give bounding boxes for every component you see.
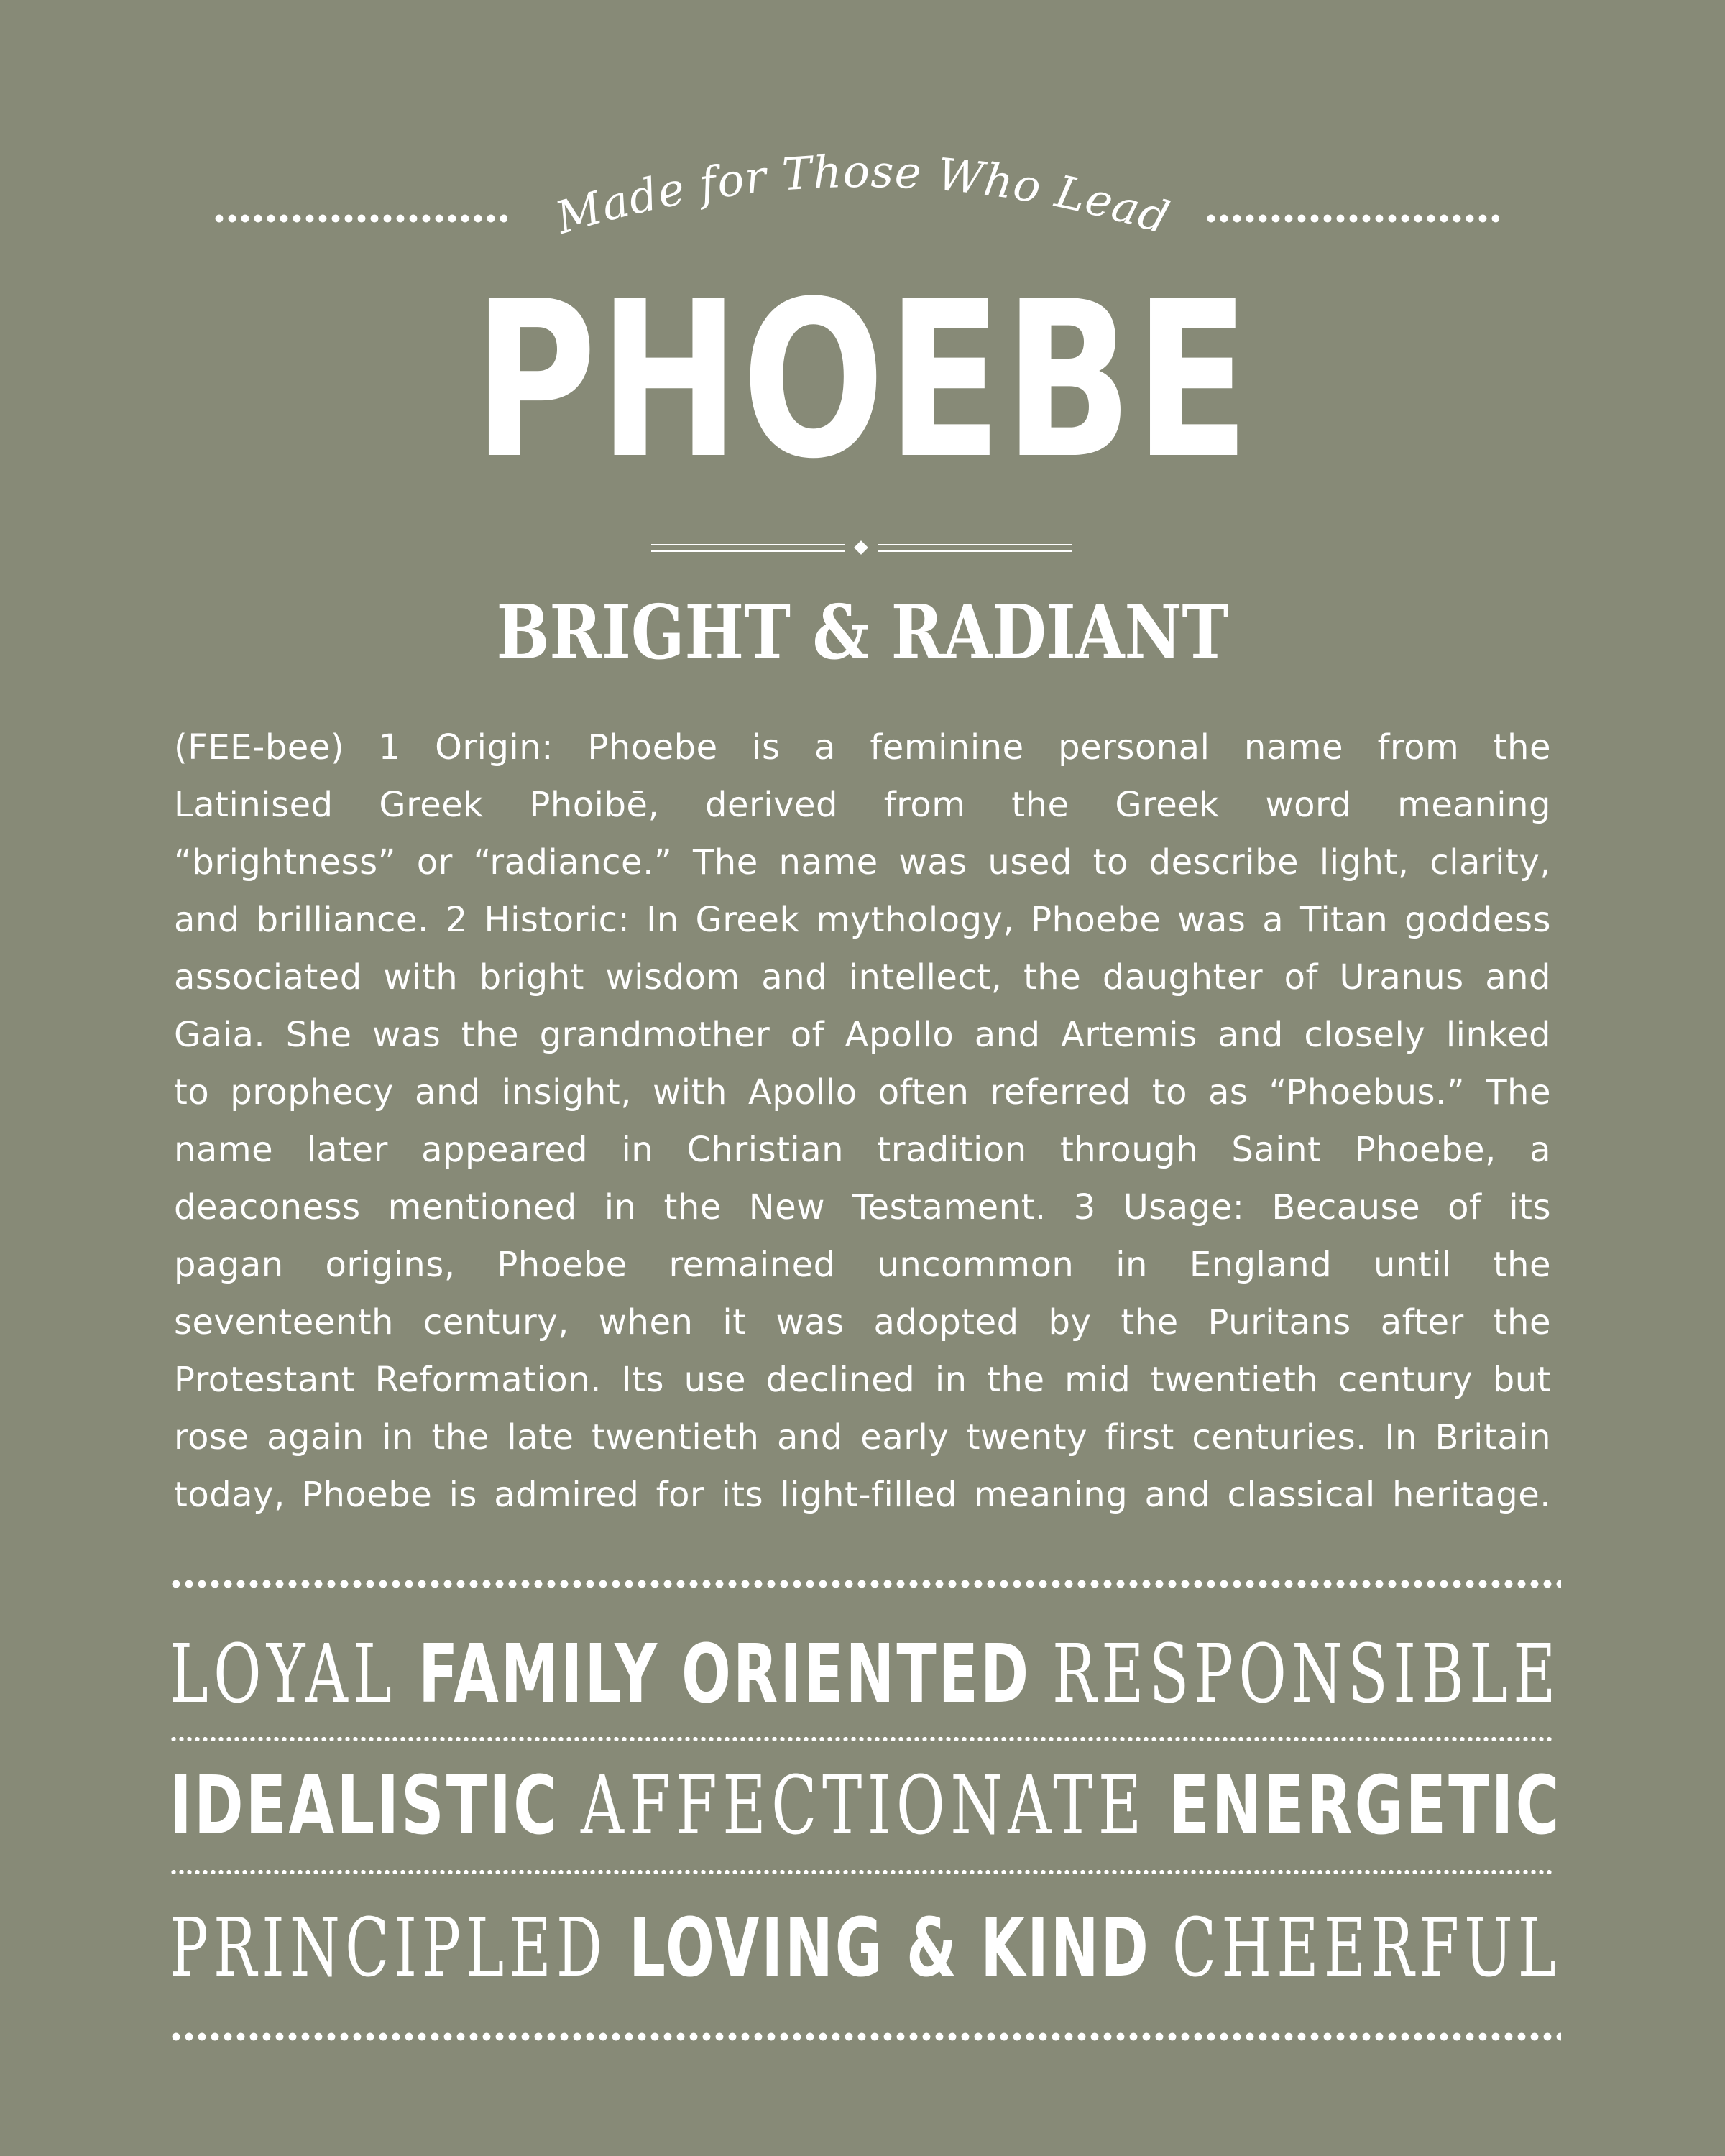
- description-paragraph: [174, 719, 1551, 1524]
- divider-right-line-1: [878, 544, 1072, 545]
- tagline: [546, 129, 1179, 244]
- traits-bottom-dotted-rule: [170, 2032, 1561, 2041]
- description-line: Gaia. She was the grandmother of Apollo and Artemis and closely linked: [174, 1015, 1551, 1055]
- trait-word: FAMILY ORIENTED: [418, 1628, 1031, 1721]
- description-line: seventeenth century, when it was adopted by the Puritans after the: [174, 1302, 1551, 1342]
- description-line: and brilliance. 2 Historic: In Greek mythology, Phoebe was a Titan goddess: [174, 900, 1551, 940]
- trait-word: PRINCIPLED: [169, 1902, 608, 1995]
- description-line: name later appeared in Christian tradition through Saint Phoebe, a: [174, 1130, 1551, 1170]
- trait-word: CHEERFUL: [1172, 1902, 1562, 1995]
- tagline-text: Made for Those Who Lead: [549, 144, 1176, 245]
- description-line: rose again in the late twentieth and early twenty first centuries. In Britain: [174, 1417, 1551, 1457]
- svg-text:Made for Those Who Lead: [549, 145, 1176, 244]
- trait-word: LOYAL: [169, 1628, 397, 1721]
- meaning-title: BRIGHT & RADIANT: [496, 588, 1229, 676]
- description-line: “brightness” or “radiance.” The name was used to describe light, clarity,: [174, 842, 1551, 883]
- description-line: to prophecy and insight, with Apollo often referred to as “Phoebus.” The: [174, 1072, 1551, 1112]
- description-line: Latinised Greek Phoibē, derived from the Greek word meaning: [174, 785, 1551, 825]
- traits-row-1: [170, 1628, 1561, 1721]
- traits-separator-dotted-rule: [170, 1737, 1554, 1741]
- trait-word: RESPONSIBLE: [1052, 1628, 1562, 1721]
- divider-right-line-2: [878, 550, 1072, 552]
- description-line: Protestant Reformation. Its use declined in the mid twentieth century but: [174, 1360, 1551, 1400]
- trait-word: AFFECTIONATE: [580, 1759, 1147, 1853]
- trait-word: ENERGETIC: [1168, 1759, 1562, 1853]
- name-title: PHOEBE: [473, 255, 1252, 506]
- divider-left-line-1: [651, 544, 845, 545]
- traits-row-3: [170, 1902, 1561, 1995]
- trait-word: LOVING & KIND: [629, 1902, 1151, 1995]
- description-line: today, Phoebe is admired for its light-filled meaning and classical heritage.: [174, 1475, 1551, 1515]
- top-left-dotted-rule: [213, 214, 507, 223]
- top-right-dotted-rule: [1205, 214, 1499, 223]
- description-line: (FEE-bee) 1 Origin: Phoebe is a feminine personal name from the: [174, 727, 1551, 768]
- traits-row-2: [170, 1759, 1561, 1853]
- traits-top-dotted-rule: [170, 1580, 1561, 1588]
- description-line: deaconess mentioned in the New Testament. 3 Usage: Because of its: [174, 1187, 1551, 1227]
- description-line: pagan origins, Phoebe remained uncommon in England until the: [174, 1245, 1551, 1285]
- description-line: associated with bright wisdom and intellect, the daughter of Uranus and: [174, 957, 1551, 998]
- diamond-ornament-icon: [854, 540, 868, 555]
- traits-separator-dotted-rule: [170, 1870, 1554, 1874]
- trait-word: IDEALISTIC: [169, 1759, 559, 1853]
- divider-left-line-2: [651, 550, 845, 552]
